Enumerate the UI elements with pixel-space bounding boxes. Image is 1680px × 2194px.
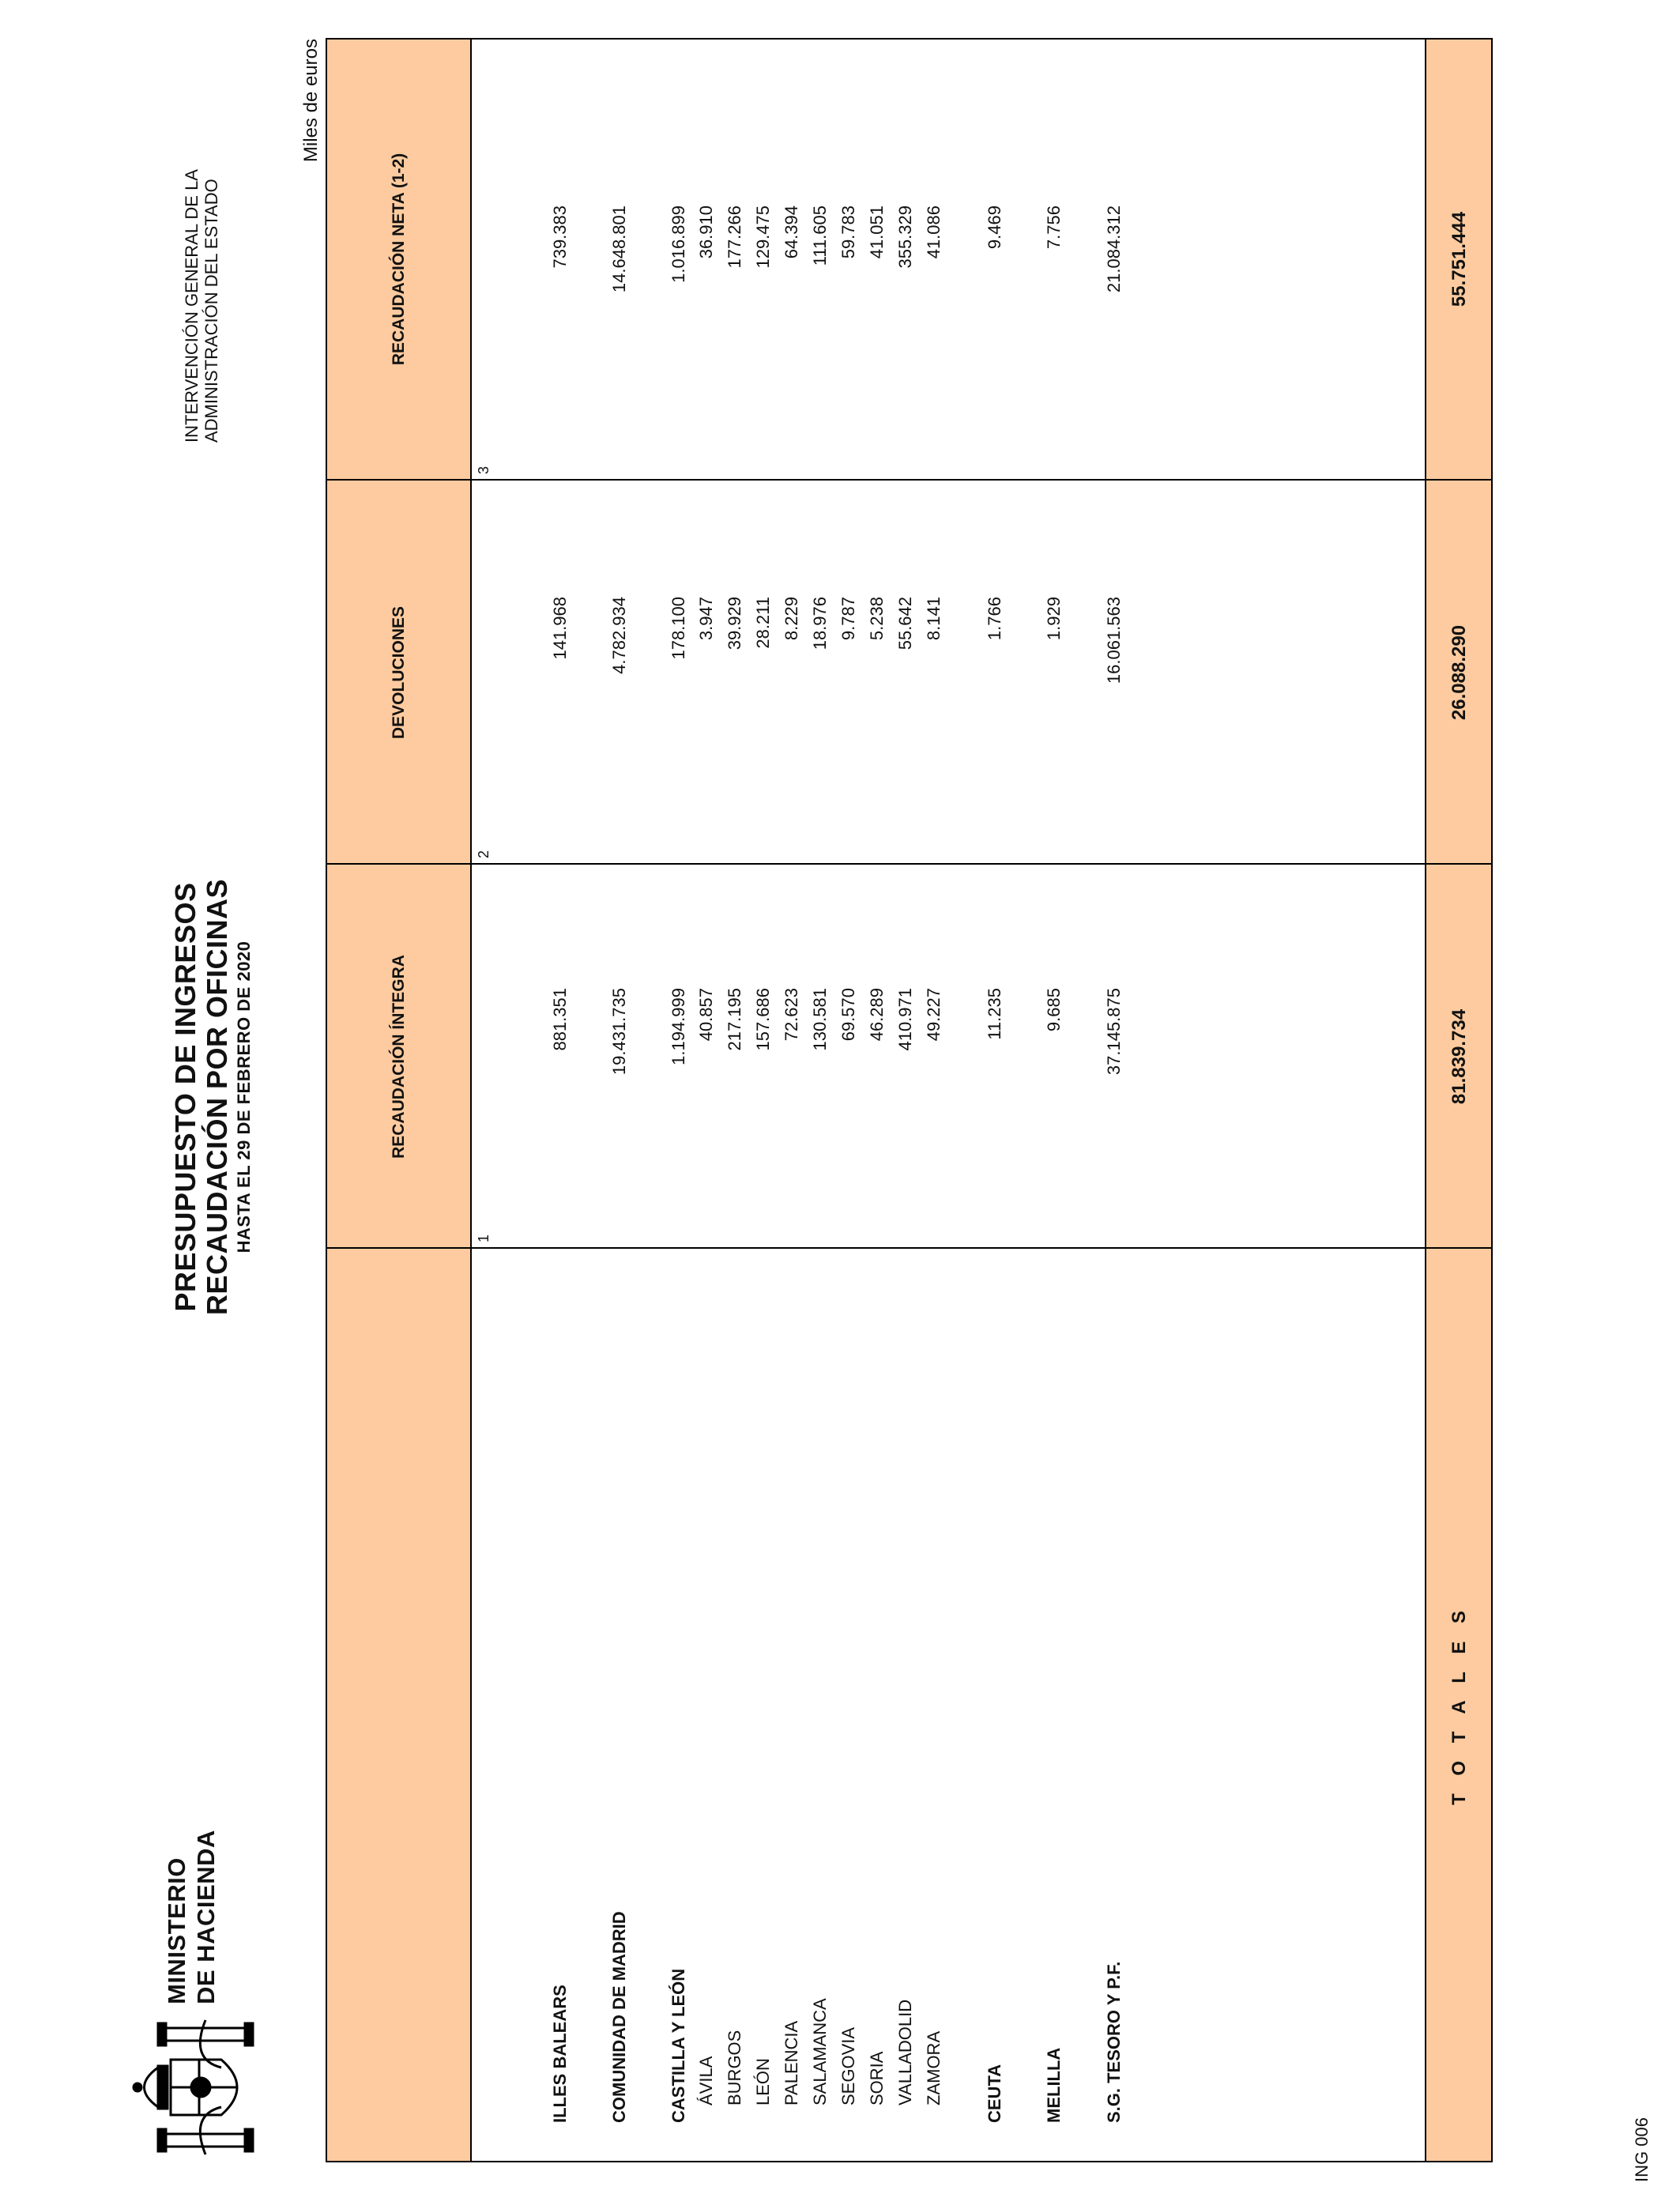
- table-cell: 18.976: [810, 597, 830, 650]
- table-cell: 410.971: [895, 988, 915, 1051]
- ministry-line-1: MINISTERIO: [163, 1857, 190, 2004]
- table-cell: 9.685: [1044, 988, 1064, 1032]
- table-cell: 355.329: [895, 205, 915, 269]
- table-row-label: CASTILLA Y LEÓN: [669, 1968, 688, 2123]
- table-row-label: SEGOVIA: [838, 2026, 858, 2105]
- table-cell: 16.061.563: [1104, 597, 1124, 684]
- table-row-label: ILLES BALEARS: [550, 1985, 570, 2123]
- table-cell: 8.141: [924, 597, 944, 641]
- table-cell: 19.431.735: [609, 988, 629, 1076]
- table-row-label: ZAMORA: [924, 2030, 944, 2105]
- table-cell: 4.782.934: [609, 597, 629, 674]
- column-divider: [327, 1247, 1491, 1249]
- table-cell: 111.605: [810, 205, 830, 266]
- table-cell: 21.084.312: [1104, 205, 1124, 293]
- units-label: Miles de euros: [300, 39, 322, 163]
- totals-label: T O T A L E S: [1448, 1604, 1470, 1805]
- table-cell: 3.947: [696, 597, 716, 641]
- table-cell: 39.929: [725, 597, 744, 650]
- total-net: 55.751.444: [1448, 211, 1470, 307]
- agency-line-2: ADMINISTRACIÓN DEL ESTADO: [202, 179, 221, 443]
- table-cell: 40.857: [696, 988, 716, 1042]
- table-row-label: VALLADOLID: [895, 1999, 915, 2105]
- total-gross: 81.839.734: [1448, 1008, 1470, 1105]
- table-cell: 1.766: [985, 597, 1004, 641]
- table-cell: 46.289: [867, 988, 887, 1042]
- table-cell: 739.383: [550, 205, 570, 269]
- table-cell: 157.686: [753, 988, 773, 1051]
- table-cell: 217.195: [725, 988, 744, 1051]
- table-cell: 49.227: [924, 988, 944, 1042]
- table-cell: 1.194.999: [669, 988, 688, 1065]
- title-line-2: RECAUDACIÓN POR OFICINAS: [201, 878, 233, 1316]
- table-cell: 881.351: [550, 988, 570, 1051]
- column-number: 2: [476, 850, 492, 858]
- table-cell: 177.266: [725, 205, 744, 269]
- table-cell: 59.783: [838, 205, 858, 259]
- table-cell: 1.016.899: [669, 205, 688, 283]
- table-row-label: ÁVILA: [696, 2056, 716, 2105]
- total-refunds: 26.088.290: [1448, 624, 1470, 721]
- table-cell: 41.051: [867, 205, 887, 259]
- form-code: ING 006: [1632, 2117, 1652, 2182]
- agency-line-1: INTERVENCIÓN GENERAL DE LA: [182, 169, 202, 443]
- column-header-gross: RECAUDACIÓN ÍNTEGRA: [389, 955, 408, 1159]
- table-row-label: PALENCIA: [782, 2020, 801, 2105]
- table-cell: 9.469: [985, 205, 1004, 250]
- table-row-label: CEUTA: [985, 2064, 1004, 2123]
- table-cell: 36.910: [696, 205, 716, 259]
- column-number: 1: [476, 1234, 492, 1242]
- table-row-label: S.G. TESORO Y P.F.: [1104, 1961, 1124, 2123]
- table-cell: 141.968: [550, 597, 570, 660]
- table-row-label: LEÓN: [753, 2058, 773, 2105]
- table-cell: 7.756: [1044, 205, 1064, 250]
- column-header-net: RECAUDACIÓN NETA (1-2): [389, 153, 408, 366]
- table-cell: 130.581: [810, 988, 830, 1051]
- table-cell: 5.238: [867, 597, 887, 641]
- agency-name: [182, 169, 221, 443]
- table-cell: 28.211: [753, 597, 773, 649]
- column-number: 3: [476, 466, 492, 474]
- ministry-line-2: DE HACIENDA: [192, 1830, 220, 2004]
- revenue-table: [326, 38, 1493, 2162]
- table-cell: 129.475: [753, 205, 773, 269]
- table-cell: 9.787: [838, 597, 858, 641]
- table-cell: 64.394: [782, 205, 801, 259]
- table-cell: 55.642: [895, 597, 915, 650]
- table-row-label: SORIA: [867, 2051, 887, 2105]
- table-cell: 8.229: [782, 597, 801, 641]
- table-row-label: BURGOS: [725, 2030, 744, 2105]
- title-date: HASTA EL 29 DE FEBRERO DE 2020: [234, 941, 254, 1253]
- table-cell: 41.086: [924, 205, 944, 259]
- table-cell: 69.570: [838, 988, 858, 1042]
- table-cell: 14.648.801: [609, 205, 629, 293]
- column-header-refunds: DEVOLUCIONES: [389, 605, 408, 740]
- table-row-label: MELILLA: [1044, 2047, 1064, 2123]
- table-row-label: SALAMANCA: [810, 1998, 830, 2105]
- title-line-1: PRESUPUESTO DE INGRESOS: [169, 882, 202, 1312]
- column-divider: [327, 479, 1491, 481]
- table-cell: 37.145.875: [1104, 988, 1124, 1076]
- column-divider: [327, 863, 1491, 865]
- table-cell: 178.100: [669, 597, 688, 660]
- table-row-label: COMUNIDAD DE MADRID: [609, 1911, 629, 2123]
- table-cell: 1.929: [1044, 597, 1064, 641]
- table-cell: 72.623: [782, 988, 801, 1042]
- table-cell: 11.235: [985, 988, 1004, 1040]
